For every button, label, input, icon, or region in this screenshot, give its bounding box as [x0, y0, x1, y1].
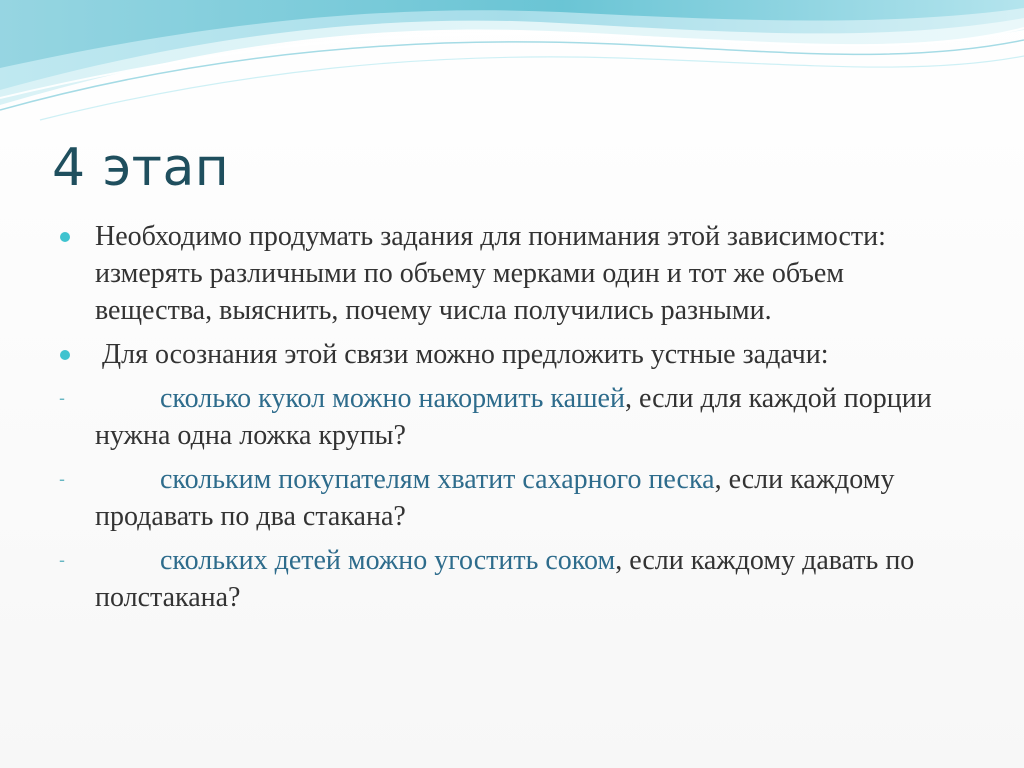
- dash-marker: -: [59, 388, 65, 408]
- dash-marker: -: [59, 469, 65, 489]
- bullet-dot: [60, 232, 70, 242]
- task-text: , если для каждой порции нужна одна ложка крупы?: [95, 383, 932, 451]
- task-text: , если каждому давать по полстакана?: [95, 545, 915, 613]
- task-highlight: сколько кукол можно накормить кашей: [160, 383, 625, 414]
- dash-marker: -: [59, 550, 65, 570]
- bullet-item: [60, 336, 960, 373]
- slide-body: [60, 218, 960, 616]
- bullet-item: [60, 218, 960, 329]
- task-highlight: скольким покупателям хватит сахарного песка: [160, 464, 715, 495]
- bullet-dot: [60, 350, 70, 360]
- task-item: [60, 461, 960, 535]
- slide-title: 4 этап: [52, 138, 230, 198]
- bullet-text: Для осознания этой связи можно предложить устные задачи:: [95, 339, 829, 370]
- wave-line-3: [40, 56, 1024, 120]
- task-text: , если каждому продавать по два стакана?: [95, 464, 895, 532]
- wave-decoration: [0, 0, 1024, 130]
- bullet-text: Необходимо продумать задания для понимания этой зависимости: измерять различными по объему мерками один и тот же объем вещества, выяснить, почему числа получились разными.: [95, 221, 886, 326]
- task-item: [60, 380, 960, 454]
- task-item: [60, 542, 960, 616]
- task-highlight: скольких детей можно угостить соком: [160, 545, 616, 576]
